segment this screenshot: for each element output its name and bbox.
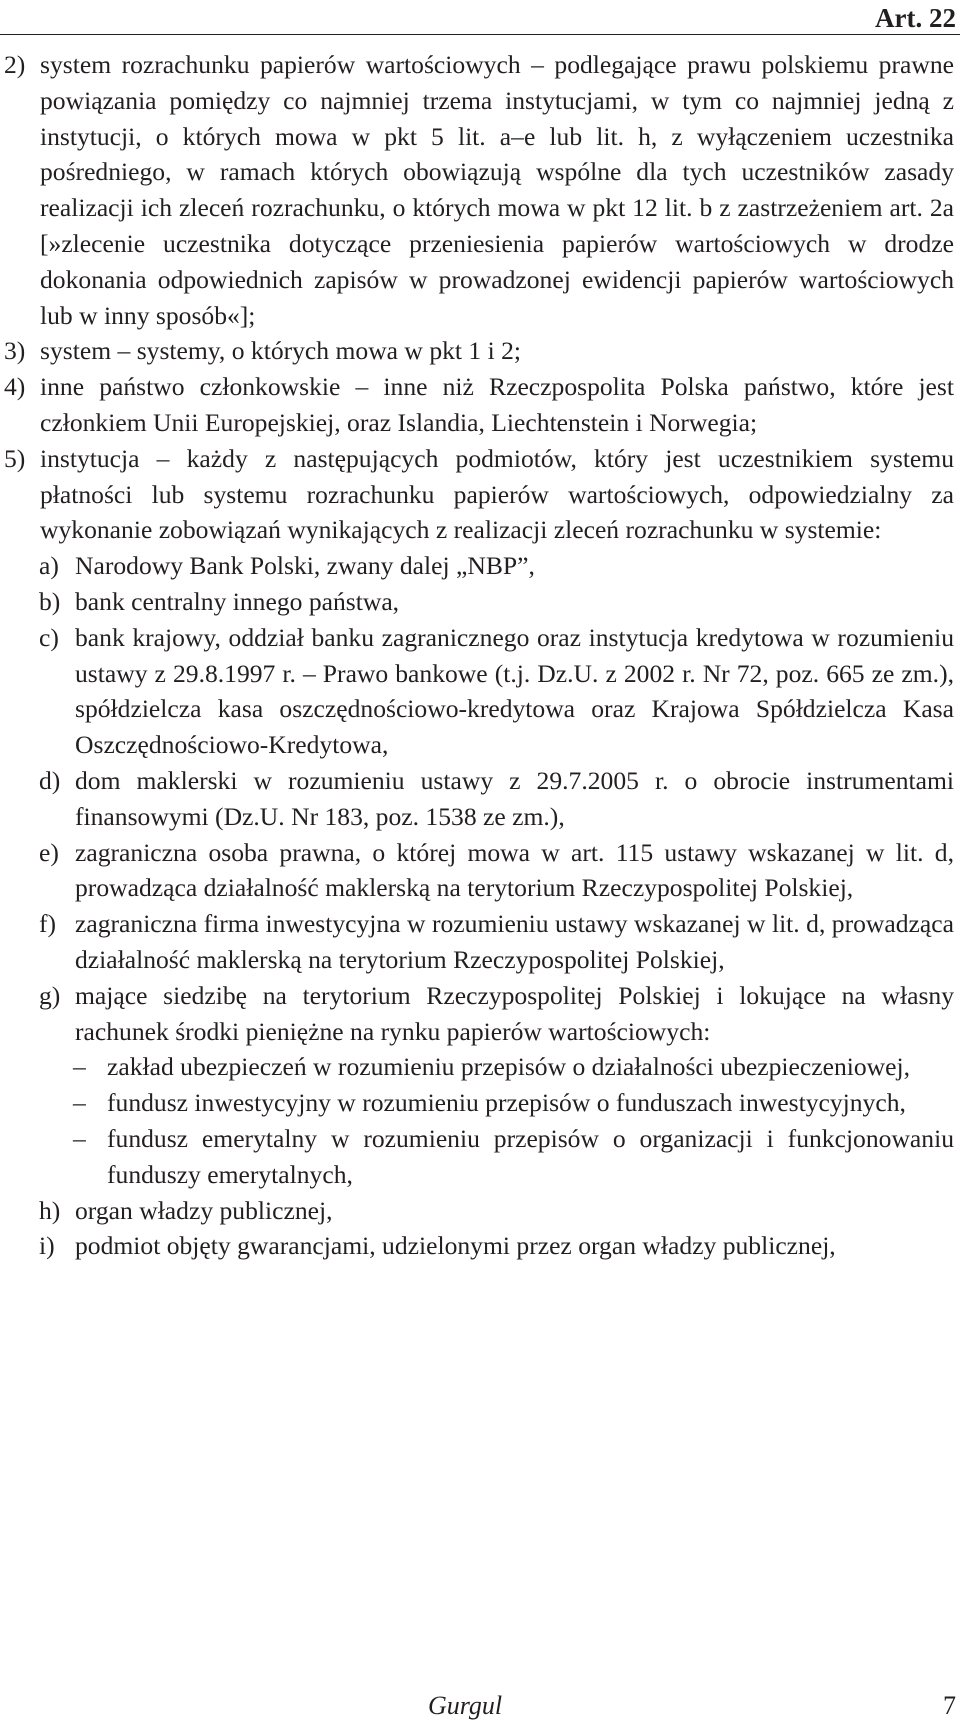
sub-item-text: bank centralny innego państwa, bbox=[75, 586, 400, 616]
sub-item-marker: e) bbox=[39, 837, 59, 867]
sub-item bbox=[4, 906, 954, 978]
dash-item bbox=[4, 1085, 954, 1121]
item-text: inne państwo członkowskie – inne niż Rzeczpospolita Polska państwo, które jest członkiem Unii Europejskiej, oraz Islandia, Liechtenstein i Norwegia; bbox=[40, 372, 954, 437]
definition-item bbox=[4, 47, 954, 333]
sub-item bbox=[4, 763, 954, 835]
item-text: system rozrachunku papierów wartościowych – podlegające prawu polskiemu prawne powiązania pomiędzy co najmniej trzema instytucjami, w tym co najmniej jedną z instytucji, o których mowa w pkt 5 lit. a–e lub lit. h, z wyłączeniem uczestnika pośredniego, w ramach których obowiązują wspólne dla tych uczestników zasady realizacji ich zleceń rozrachunku, o których mowa w pkt 12 lit. b z zastrzeżeniem art. 2a [»zlecenie uczestnika dotyczące przeniesienia papierów wartościowych w drodze dokonania odpowiednich zapisów w prowadzonej ewidencji papierów wartościowych lub w inny sposób«]; bbox=[40, 50, 954, 330]
sub-item-text: bank krajowy, oddział banku zagranicznego oraz instytucja kredytowa w rozumieniu ustawy z 29.8.1997 r. – Prawo bankowe (t.j. Dz.U. z 2002 r. Nr 72, poz. 665 ze zm.), spółdzielcza kasa oszczędnościowo-kredytowa oraz Krajowa Spółdzielcza Kasa Oszczędnościowo-Kredytowa, bbox=[75, 622, 954, 760]
sub-item-text: Narodowy Bank Polski, zwany dalej „NBP”, bbox=[75, 551, 535, 581]
sub-item bbox=[4, 1193, 954, 1229]
sub-item-marker: i) bbox=[39, 1231, 55, 1261]
sub-item-marker: g) bbox=[39, 980, 61, 1010]
definition-item bbox=[4, 333, 954, 369]
item-text: system – systemy, o których mowa w pkt 1 i 2; bbox=[40, 336, 522, 366]
sub-item bbox=[4, 978, 954, 1050]
footer-author: Gurgul bbox=[428, 1691, 503, 1720]
dash-item-text: fundusz emerytalny w rozumieniu przepisów o organizacji i funkcjonowaniu funduszy emerytalnych, bbox=[107, 1123, 954, 1189]
dash-item bbox=[4, 1121, 954, 1193]
page-header bbox=[0, 0, 960, 36]
sub-item-marker: d) bbox=[39, 765, 61, 795]
sub-item-text: zagraniczna firma inwestycyjna w rozumieniu ustawy wskazanej w lit. d, prowadząca działalność maklerską na terytorium Rzeczypospolitej Polskiej, bbox=[75, 909, 954, 974]
sub-item-marker: f) bbox=[39, 909, 57, 939]
item-marker: 2) bbox=[4, 50, 26, 79]
sub-item-marker: c) bbox=[39, 622, 59, 652]
page-footer bbox=[0, 1690, 960, 1730]
article-number: Art. 22 bbox=[875, 3, 956, 33]
dash-marker: – bbox=[73, 1088, 86, 1118]
document-body bbox=[4, 47, 954, 1264]
header-rule bbox=[0, 34, 960, 35]
sub-item-marker: a) bbox=[39, 551, 59, 581]
dash-item bbox=[4, 1049, 954, 1085]
sub-item bbox=[4, 835, 954, 907]
sub-item bbox=[4, 548, 954, 584]
sub-item-text: dom maklerski w rozumieniu ustawy z 29.7.2005 r. o obrocie instrumentami finansowymi (Dz.U. Nr 183, poz. 1538 ze zm.), bbox=[75, 765, 954, 831]
sub-item-text: mające siedzibę na terytorium Rzeczypospolitej Polskiej i lokujące na własny rachunek środki pieniężne na rynku papierów wartościowych: bbox=[75, 980, 954, 1046]
sub-item-text: zagraniczna osoba prawna, o której mowa w art. 115 ustawy wskazanej w lit. d, prowadząca działalność maklerską na terytorium Rzeczypospolitej Polskiej, bbox=[75, 837, 954, 903]
dash-item-text: fundusz inwestycyjny w rozumieniu przepisów o funduszach inwestycyjnych, bbox=[107, 1088, 906, 1118]
sub-item bbox=[4, 620, 954, 763]
dash-item-text: zakład ubezpieczeń w rozumieniu przepisów o działalności ubezpieczeniowej, bbox=[107, 1052, 911, 1082]
sub-item bbox=[4, 584, 954, 620]
item-text: instytucja – każdy z następujących podmiotów, który jest uczestnikiem systemu płatności lub systemu rozrachunku papierów wartościowych, odpowiedzialny za wykonanie zobowiązań wynikających z realizacji zleceń rozrachunku w systemie: bbox=[40, 443, 954, 545]
sub-item-text: organ władzy publicznej, bbox=[75, 1195, 333, 1225]
definition-item bbox=[4, 369, 954, 441]
item-marker: 3) bbox=[4, 336, 26, 366]
item-marker: 4) bbox=[4, 372, 26, 402]
dash-marker: – bbox=[73, 1123, 86, 1153]
dash-marker: – bbox=[73, 1052, 86, 1082]
definition-item bbox=[4, 441, 954, 548]
sub-item-text: podmiot objęty gwarancjami, udzielonymi przez organ władzy publicznej, bbox=[75, 1231, 836, 1261]
item-marker: 5) bbox=[4, 443, 26, 473]
page-number: 7 bbox=[943, 1691, 956, 1720]
sub-item-marker: h) bbox=[39, 1195, 61, 1225]
sub-item bbox=[4, 1228, 954, 1264]
sub-item-marker: b) bbox=[39, 586, 61, 616]
